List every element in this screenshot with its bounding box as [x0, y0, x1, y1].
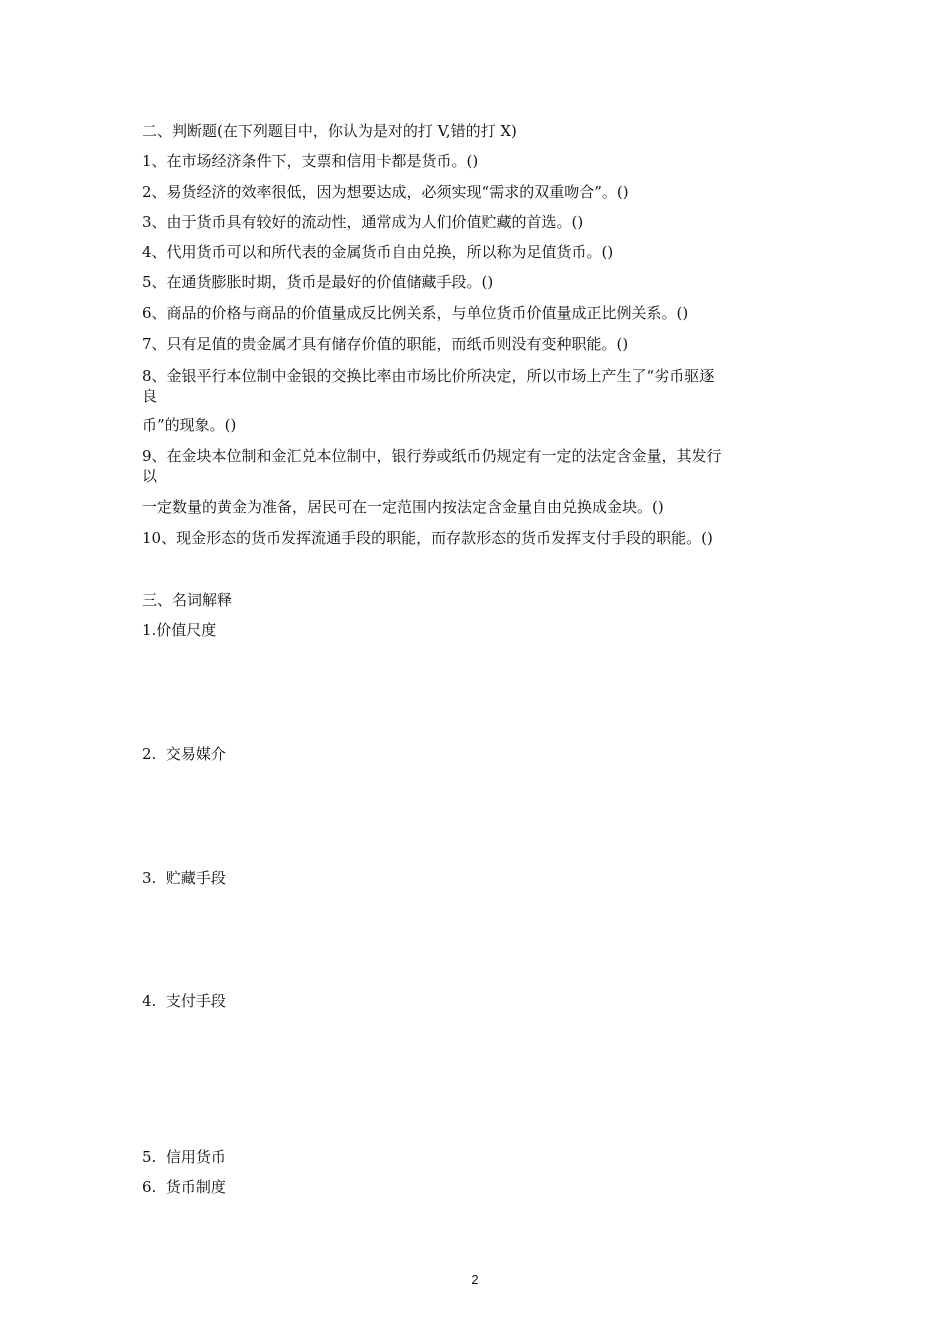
question-10: 10、现金形态的货币发挥流通手段的职能，而存款形态的货币发挥支付手段的职能。(): [142, 529, 713, 547]
question-3: 3、由于货币具有较好的流动性，通常成为人们价值贮藏的首选。(): [142, 213, 584, 231]
term-3: 3. 贮藏手段: [142, 869, 226, 887]
section-heading-terms: 三、名词解释: [142, 591, 233, 609]
term-2: 2. 交易媒介: [142, 745, 226, 763]
term-4: 4. 支付手段: [142, 992, 226, 1010]
question-1: 1、在市场经济条件下，支票和信用卡都是货币。(): [142, 152, 479, 170]
question-7: 7、只有足值的贵金属才具有储存价值的职能，而纸币则没有变种职能。(): [142, 335, 629, 353]
question-9-line-2: 以: [142, 467, 158, 485]
question-8-line-2: 良: [142, 387, 158, 405]
term-6: 6. 货币制度: [142, 1178, 226, 1196]
question-9-line-1: 9、在金块本位制和金汇兑本位制中，银行券或纸币仍规定有一定的法定含金量，其发行: [142, 447, 722, 465]
question-9-line-3: 一定数量的黄金为准备，居民可在一定范围内按法定含金量自由兑换成金块。(): [142, 498, 664, 516]
section-heading-judgment: 二、判断题(在下列题目中，你认为是对的打 V,错的打 X): [142, 122, 517, 140]
question-8-line-3: 币”的现象。(): [142, 416, 237, 434]
term-5: 5. 信用货币: [142, 1148, 226, 1166]
question-4: 4、代用货币可以和所代表的金属货币自由兑换，所以称为足值货币。(): [142, 243, 614, 261]
question-2: 2、易货经济的效率很低，因为想要达成，必须实现“需求的双重吻合”。(): [142, 183, 629, 201]
question-8-line-1: 8、金银平行本位制中金银的交换比率由市场比价所决定，所以市场上产生了“劣币驱逐: [142, 367, 715, 385]
term-1: 1.价值尺度: [142, 621, 217, 639]
page-number: 2: [471, 1272, 479, 1287]
question-5: 5、在通货膨胀时期，货币是最好的价值储藏手段。(): [142, 273, 494, 291]
question-6: 6、商品的价格与商品的价值量成反比例关系，与单位货币价值量成正比例关系。(): [142, 304, 689, 322]
